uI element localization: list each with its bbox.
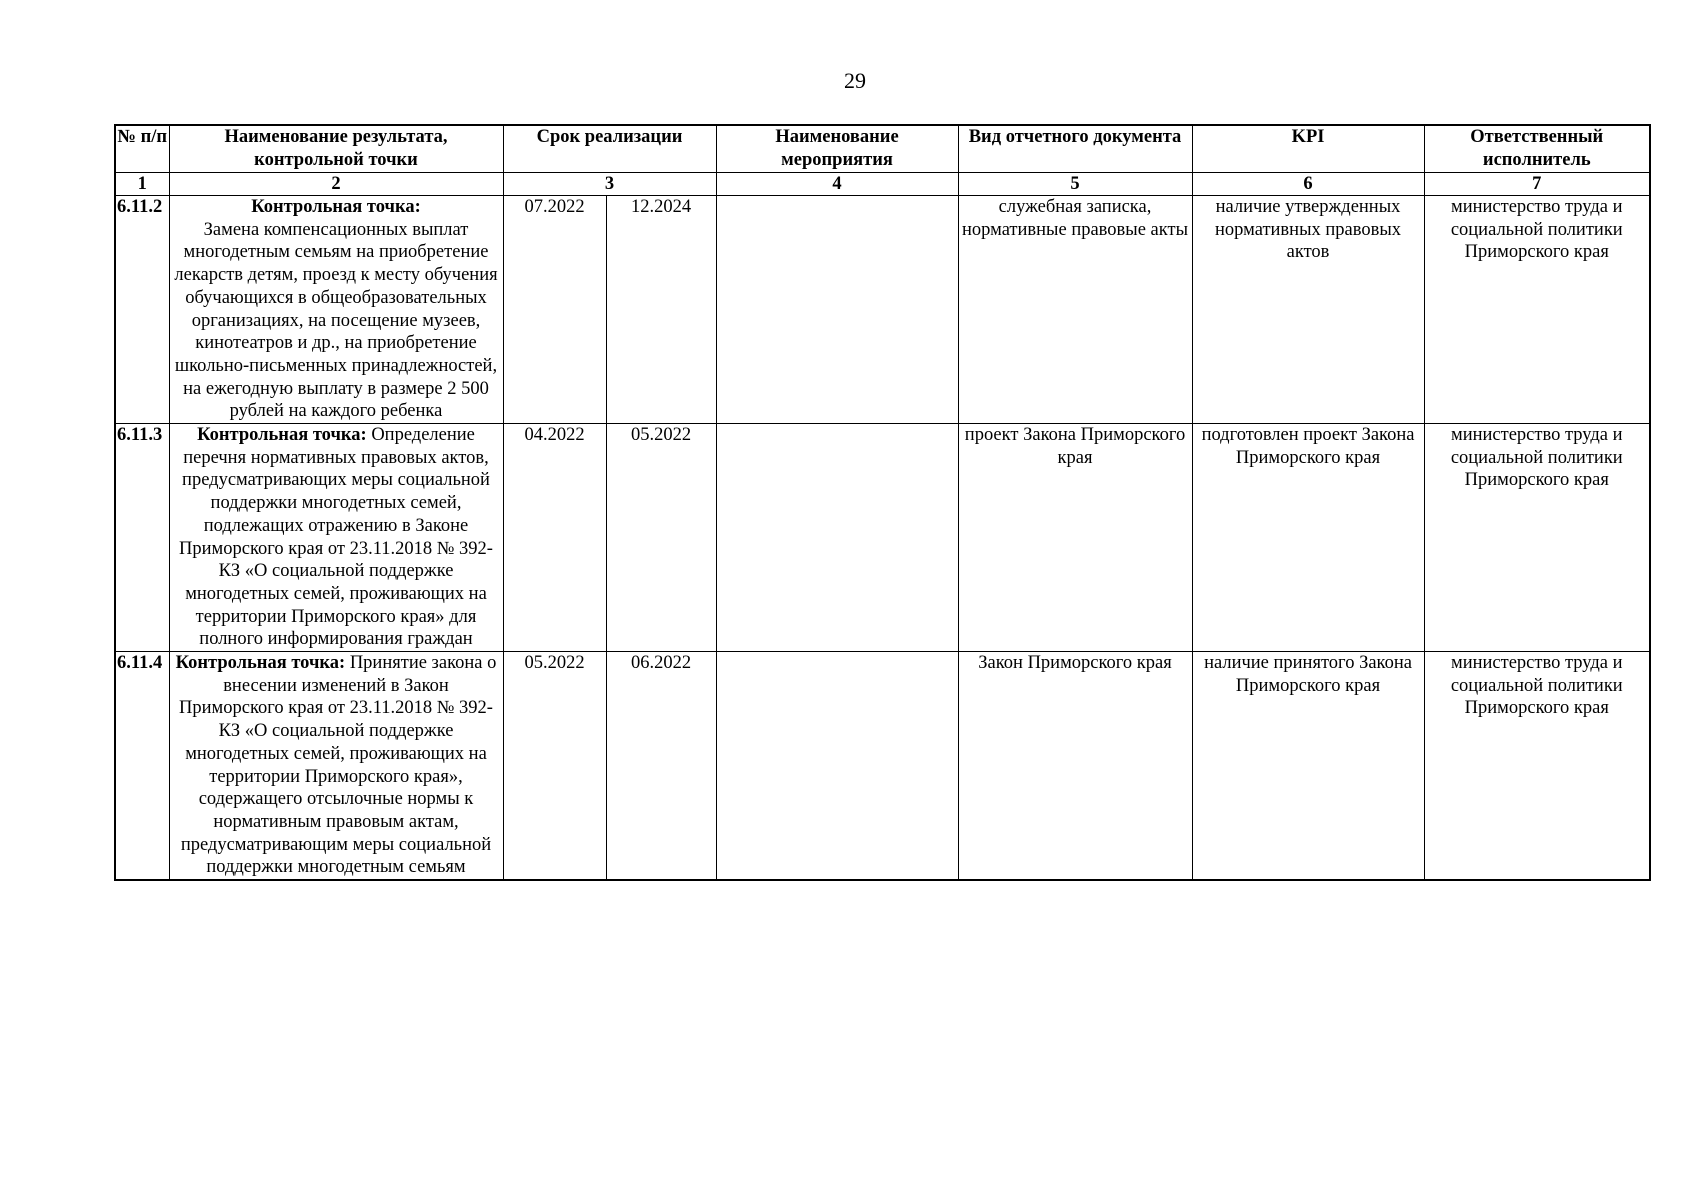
start-date: 07.2022 [503, 196, 606, 424]
row-name-cell [169, 652, 503, 881]
control-point-text: Замена компенсационных выплат многодетным семьям на приобретение лекарств детям, проезд к месту обучения обучающихся в общеобразовательных организациях, на посещение музеев, кинотеатров и др., на приобретение школьно-письменных принадлежностей, на ежегодную выплату в размере 2 500 рублей на каждого ребенка [174, 219, 498, 422]
kpi-cell: наличие принятого Закона Приморского края [1192, 652, 1424, 881]
start-date: 04.2022 [503, 424, 606, 652]
row-number: 6.11.3 [115, 424, 169, 652]
kpi-cell: подготовлен проект Закона Приморского края [1192, 424, 1424, 652]
control-point-text: Принятие закона о внесении изменений в Закон Приморского края от 23.11.2018 № 392-КЗ «О социальной поддержке многодетных семей, проживающих на территории Приморского края», содержащего отсылочные нормы к нормативным правовым актам, предусматривающим меры социальной поддержки многодетным семьям [179, 653, 497, 878]
header-doc-type: Вид отчетного документа [958, 125, 1192, 173]
doc-type-cell: проект Закона Приморского края [958, 424, 1192, 652]
control-point-label: Контрольная точка: [251, 197, 421, 217]
column-number: 5 [958, 173, 1192, 196]
row-number: 6.11.4 [115, 652, 169, 881]
doc-type-cell: служебная записка, нормативные правовые акты [958, 196, 1192, 424]
event-cell [716, 196, 958, 424]
row-number: 6.11.2 [115, 196, 169, 424]
header-row [115, 125, 1650, 173]
control-point-label: Контрольная точка: [197, 425, 367, 446]
column-number: 1 [115, 173, 169, 196]
end-date: 12.2024 [606, 196, 716, 424]
control-point-text: Определение перечня нормативных правовых актов, предусматривающих меры социальной поддержки многодетных семей, подлежащих отражению в Законе Приморского края от 23.11.2018 № 392-КЗ «О социальной поддержке многодетных семей, проживающих на территории Приморского края» для полного информирования граждан [179, 425, 493, 650]
column-number: 2 [169, 173, 503, 196]
header-kpi: KPI [1192, 125, 1424, 173]
header-period: Срок реализации [503, 125, 716, 173]
table-row [115, 424, 1650, 652]
kpi-cell: наличие утвержденных нормативных правовых актов [1192, 196, 1424, 424]
responsible-cell: министерство труда и социальной политики Приморского края [1424, 424, 1650, 652]
header-responsible: Ответственный исполнитель [1424, 125, 1650, 173]
end-date: 05.2022 [606, 424, 716, 652]
column-number: 3 [503, 173, 716, 196]
responsible-cell: министерство труда и социальной политики Приморского края [1424, 196, 1650, 424]
column-number: 6 [1192, 173, 1424, 196]
responsible-cell: министерство труда и социальной политики Приморского края [1424, 652, 1650, 881]
column-number: 7 [1424, 173, 1650, 196]
row-name-cell [169, 424, 503, 652]
doc-type-cell: Закон Приморского края [958, 652, 1192, 881]
row-name-cell [169, 196, 503, 424]
event-cell [716, 652, 958, 881]
start-date: 05.2022 [503, 652, 606, 881]
control-points-table [114, 124, 1651, 881]
header-name: Наименование результата, контрольной точки [169, 125, 503, 173]
page-number: 29 [844, 68, 866, 93]
event-cell [716, 424, 958, 652]
header-event: Наименование мероприятия [716, 125, 958, 173]
column-number: 4 [716, 173, 958, 196]
end-date: 06.2022 [606, 652, 716, 881]
control-point-label: Контрольная точка: [175, 653, 346, 674]
table-row [115, 196, 1650, 424]
table-row [115, 652, 1650, 881]
column-numbers-row [115, 173, 1650, 196]
header-num: № п/п [115, 125, 169, 173]
